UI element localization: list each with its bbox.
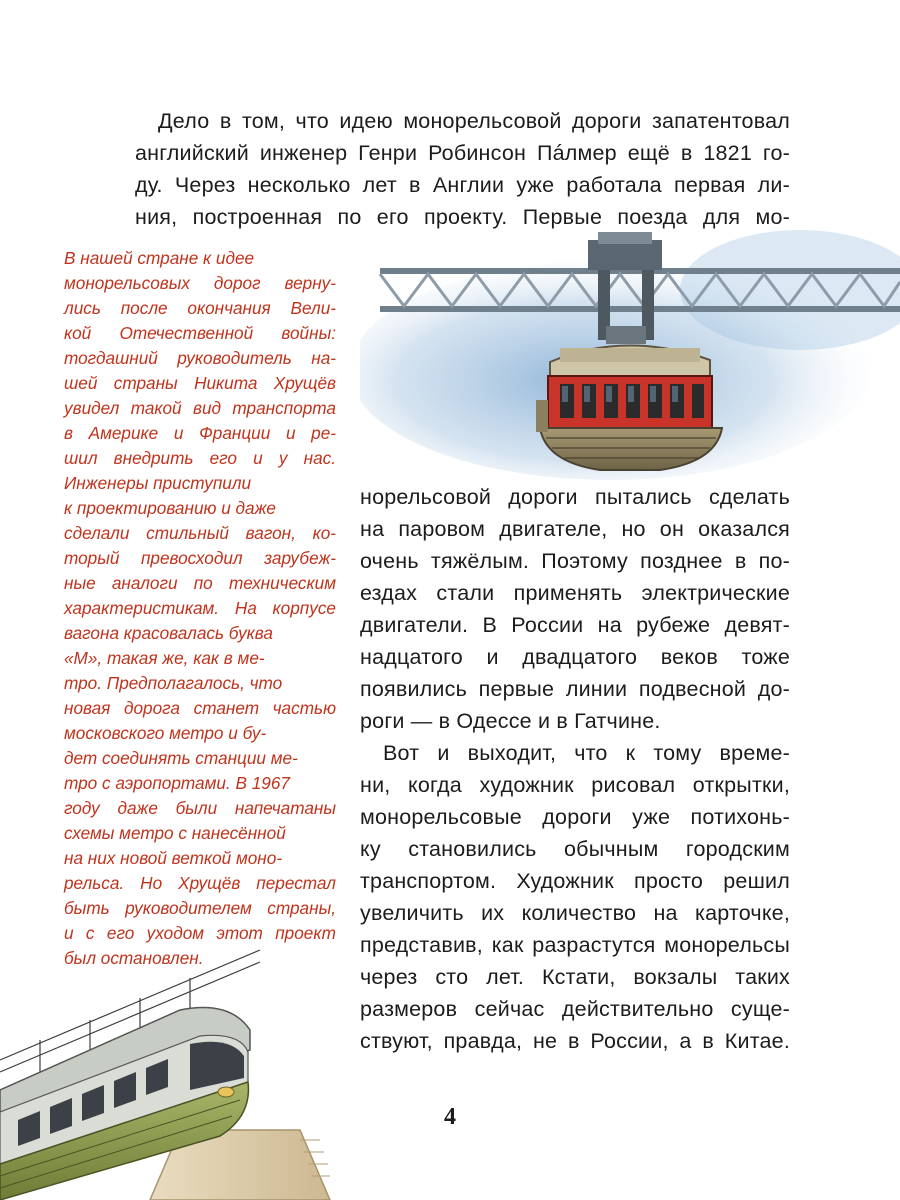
text-line: на паровом двигателе, но он оказался: [360, 517, 790, 541]
text-line: норельсовой дороги пытались сделать: [360, 485, 790, 509]
sidebar-line: увидел такой вид транспорта: [64, 398, 336, 418]
sidebar-line: В нашей стране к идее: [64, 248, 255, 268]
text-line: очень тяжёлым. Поэтому позднее в по-: [360, 549, 790, 573]
sidebar-line: кой Отечественной войны:: [64, 323, 336, 343]
sidebar-line: был остановлен.: [64, 948, 204, 968]
sidebar-line: тогдашний руководитель на-: [64, 348, 336, 368]
text-line: представив, как разрастутся монорельсы: [360, 933, 790, 957]
sidebar-line: схемы метро с нанесённой: [64, 823, 286, 843]
sidebar-line: тро. Предполагалось, что: [64, 673, 283, 693]
sidebar-line: быть руководителем страны,: [64, 898, 336, 918]
text-line: монорельсовые дороги уже потихонь-: [360, 805, 790, 829]
text-line: ствуют, правда, не в России, а в Китае.: [360, 1029, 790, 1053]
sidebar-line: вагона красовалась буква: [64, 623, 273, 643]
text-line: Вот и выходит, что к тому време-: [383, 741, 790, 765]
sidebar-line: ные аналоги по техническим: [64, 573, 336, 593]
text-line: роги — в Одессе и в Гатчине.: [360, 709, 661, 733]
text-line: через сто лет. Кстати, вокзалы таких: [360, 965, 790, 989]
monorail-train-icon: [0, 940, 360, 1200]
sidebar-line: рельса. Но Хрущёв перестал: [64, 873, 336, 893]
text-line: английский инженер Генри Робинсон Пáлмер ещё в 1821 го-: [135, 141, 790, 165]
sidebar-line: лись после окончания Вели-: [64, 298, 336, 318]
sidebar-line: дет соединять станции ме-: [64, 748, 298, 768]
text-line: Дело в том, что идею монорельсовой дороги запатентовал: [158, 109, 790, 133]
sidebar-line: году даже были напечатаны: [64, 798, 336, 818]
text-line: размеров сейчас действительно суще-: [360, 997, 790, 1021]
sidebar-line: в Америке и Франции и ре-: [64, 423, 336, 443]
sidebar-line: Инженеры приступили: [64, 473, 252, 493]
sidebar-line: монорельсовых дорог верну-: [64, 273, 336, 293]
page-number: 4: [444, 1104, 456, 1130]
sidebar-line: к проектированию и даже: [64, 498, 276, 518]
text-line: транспортом. Художник просто решил: [360, 869, 790, 893]
text-line: ку становились обычным городским: [360, 837, 790, 861]
sidebar-line: московского метро и бу-: [64, 723, 267, 743]
sidebar-line: «М», такая же, как в ме-: [64, 648, 265, 668]
sidebar-line: сделали стильный вагон, ко-: [64, 523, 336, 543]
text-line: увеличить их количество на карточке,: [360, 901, 790, 925]
text-line: двигатели. В России на рубеже девят-: [360, 613, 790, 637]
text-line: ездах стали применять электрические: [360, 581, 790, 605]
text-line: появились первые линии подвесной до-: [360, 677, 790, 701]
text-line: ни, когда художник рисовал открытки,: [360, 773, 790, 797]
sidebar-line: характеристикам. На корпусе: [64, 598, 336, 618]
sidebar-line: на них новой веткой моно-: [64, 848, 283, 868]
sidebar-line: шей страны Никита Хрущёв: [64, 373, 336, 393]
sidebar-line: и с его уходом этот проект: [64, 923, 336, 943]
suspended-monorail-car-icon: [360, 230, 900, 480]
sidebar-line: торый превосходил зарубеж-: [64, 548, 336, 568]
text-line: надцатого и двадцатого веков тоже: [360, 645, 790, 669]
sidebar-line: тро с аэропортами. В 1967: [64, 773, 290, 793]
text-line: ду. Через несколько лет в Англии уже работала первая ли-: [135, 173, 790, 197]
text-line: ния, построенная по его проекту. Первые поезда для мо-: [135, 205, 790, 229]
sidebar-line: шил внедрить его и у нас.: [64, 448, 336, 468]
sidebar-line: новая дорога станет частью: [64, 698, 336, 718]
